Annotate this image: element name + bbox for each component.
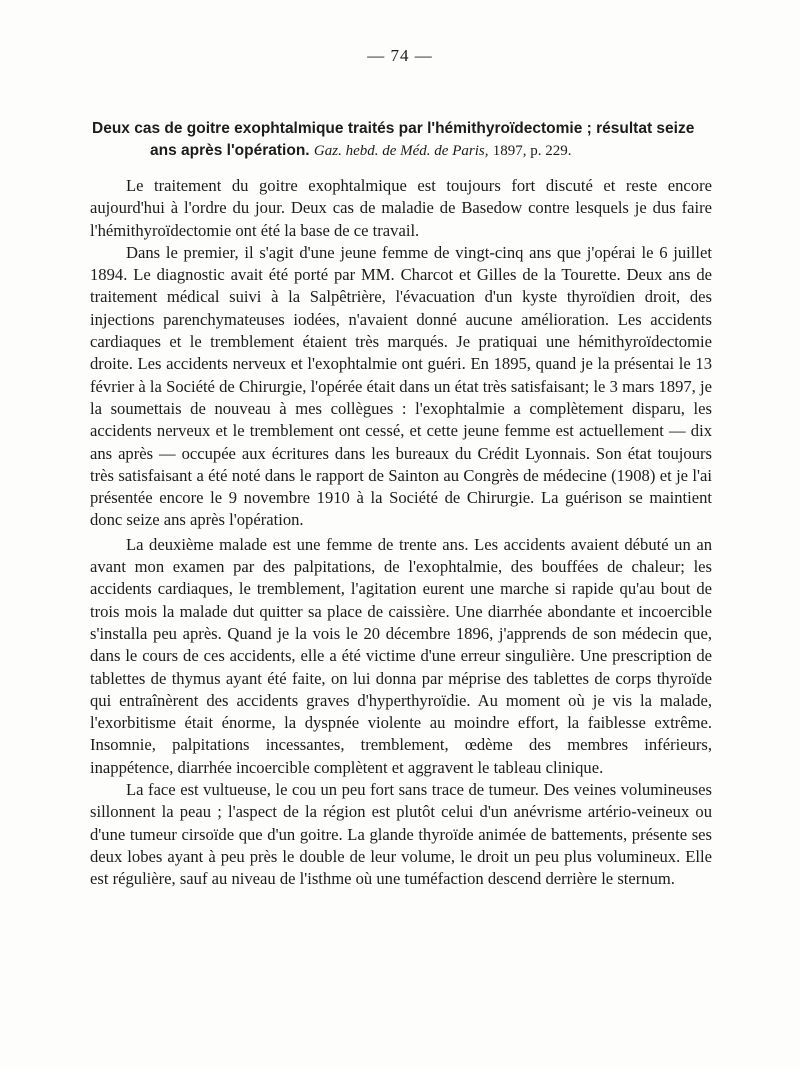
reference-details: 1897, p. 229. bbox=[492, 143, 572, 159]
article-heading bbox=[92, 118, 712, 162]
article-title-line2-wrap bbox=[92, 140, 712, 162]
paragraph-second-case: La deuxième malade est une femme de trente ans. Les accidents avaient débuté un an avant mon examen par des palpitations, de l'exophtalmie, des bouffées de chaleur; les accidents cardiaques, le tremblement, l'agitation eurent une marche si rapide qu'au bout de trois mois la malade dut quitter sa place de caissière. Une diarrhée abondante et incoercible s'installa peu après. Quand je la vois le 20 décembre 1896, j'apprends de son médecin que, dans le cours de ces accidents, elle a été victime d'une erreur singulière. Une prescription de tablettes de thymus ayant été faite, on lui donna par méprise des tablettes de corps thyroïde qui entraînèrent des accidents graves d'hyperthyroïdie. Au moment où je vis la malade, l'exorbitisme était énorme, la dyspnée violente au moindre effort, la faiblesse extrême. Insomnie, palpitations incessantes, tremblement, œdème des membres inférieurs, inappétence, diarrhée incoercible complètent et aggravent le tableau clinique. bbox=[90, 534, 712, 777]
page-number: — 74 — bbox=[367, 46, 433, 65]
article-title-line2: ans après l'opération. bbox=[150, 142, 310, 159]
reference-journal: Gaz. hebd. de Méd. de Paris, bbox=[313, 143, 489, 159]
article-title-line1: Deux cas de goitre exophtalmique traités par l'hémithyroïdectomie ; résultat seize bbox=[92, 120, 695, 137]
article-body bbox=[90, 175, 712, 891]
paragraph-introduction: Le traitement du goitre exophtalmique est toujours fort discuté et reste encore aujourd'hui à l'ordre du jour. Deux cas de maladie de Basedow contre lesquels je dus faire l'hémithyroïdectomie ont été la base de ce travail. bbox=[90, 176, 712, 240]
paragraph-examination: La face est vultueuse, le cou un peu fort sans trace de tumeur. Des veines volumineuses sillonnent la peau ; l'aspect de la région est plutôt celui d'un anévrisme artério-veineux ou d'une tumeur cirsoïde que d'un goitre. La glande thyroïde animée de battements, présente ses deux lobes ayant à peu près le double de leur volume, le droit un peu plus volumineux. Elle est régulière, sauf au niveau de l'isthme où une tuméfaction descend derrière le sternum. bbox=[90, 780, 712, 889]
paragraph-first-case: Dans le premier, il s'agit d'une jeune femme de vingt-cinq ans que j'opérai le 6 juillet 1894. Le diagnostic avait été porté par MM. Charcot et Gilles de la Tourette. Deux ans de traitement médical suivi à la Salpêtrière, l'évacuation d'un kyste thyroïdien droit, des injections parenchymateuses iodées, n'avaient donné aucune amélioration. Les accidents cardiaques et le tremblement étaient très marqués. Je pratiquai une hémithyroïdectomie droite. Les accidents nerveux et l'exophtalmie ont guéri. En 1895, quand je la présentai le 13 février à la Société de Chirurgie, l'opérée était dans un état très satisfaisant; le 3 mars 1897, je la soumettais de nouveau à mes collègues : l'exophtalmie a complètement disparu, les accidents nerveux et le tremblement ont cessé, et cette jeune femme est actuellement — dix ans après — occupée aux écritures dans les bureaux du Crédit Lyonnais. Son état toujours très satisfaisant a été noté dans le rapport de Sainton au Congrès de médecine (1908) et je l'ai présentée encore le 9 novembre 1910 à la Société de Chirurgie. La guérison se maintient donc seize ans après l'opération. bbox=[90, 242, 712, 530]
